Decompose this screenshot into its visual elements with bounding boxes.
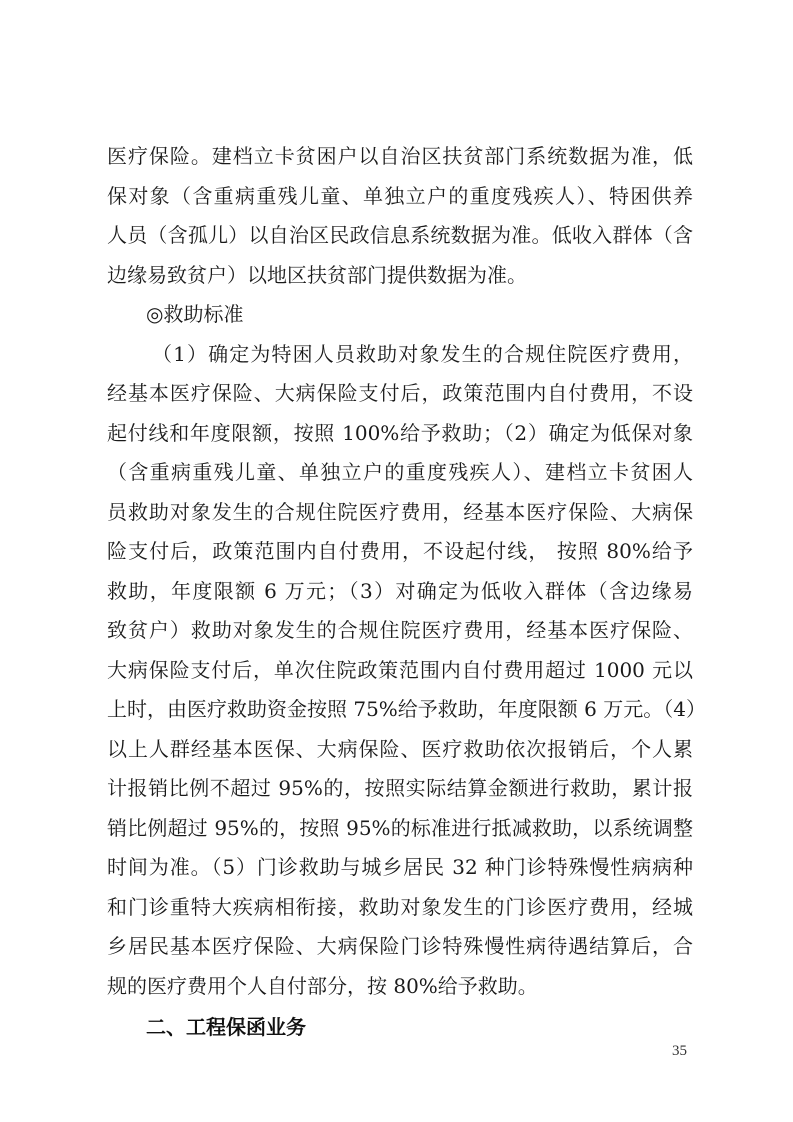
paragraph-line: 大病保险支付后，单次住院政策范围内自付费用超过 1000 元以 <box>107 657 693 682</box>
paragraph-line: 人员（含孤儿）以自治区民政信息系统数据为准。低收入群体（含 <box>107 223 693 247</box>
page-number: 35 <box>672 1043 687 1059</box>
paragraph-line: 规的医疗费用个人自付部分，按 80%给予救助。 <box>107 973 538 998</box>
paragraph-line: 和门诊重特大疾病相衔接，救助对象发生的门诊医疗费用，经城 <box>107 894 693 919</box>
paragraph-line: 员救助对象发生的合规住院医疗费用，经基本医疗保险、大病保 <box>107 499 693 524</box>
paragraph-line: 计报销比例不超过 95%的，按照实际结算金额进行救助，累计报 <box>107 776 693 800</box>
paragraph-line: 乡居民基本医疗保险、大病保险门诊特殊慢性病待遇结算后，合 <box>107 934 693 958</box>
paragraph-line: 以上人群经基本医保、大病保险、医疗救助依次报销后，个人累 <box>107 736 693 761</box>
paragraph-line: 险支付后，政策范围内自付费用，不设起付线， 按照 80%给予 <box>107 539 693 563</box>
paragraph-line: 保对象（含重病重残儿童、单独立户的重度残疾人）、特困供养 <box>107 183 693 208</box>
paragraph-line: 上时，由医疗救助资金按照 75%给予救助，年度限额 6 万元。（4） <box>107 697 706 721</box>
paragraph-line: 起付线和年度限额，按照 100%给予救助；（2）确定为低保对象 <box>107 420 693 445</box>
paragraph-line: 救助，年度限额 6 万元；（3）对确定为低收入群体（含边缘易 <box>107 578 693 603</box>
paragraph-line: 医疗保险。建档立卡贫困户以自治区扶贫部门系统数据为准，低 <box>107 144 693 168</box>
paragraph-line: （1）确定为特困人员救助对象发生的合规住院医疗费用， <box>152 341 693 366</box>
paragraph-line: （含重病重残儿童、单独立户的重度残疾人）、建档立卡贫困人 <box>107 460 693 484</box>
paragraph-line: 致贫户）救助对象发生的合规住院医疗费用，经基本医疗保险、 <box>107 618 693 642</box>
section-title: ◎救助标准 <box>146 302 244 326</box>
paragraph-line: 经基本医疗保险、大病保险支付后，政策范围内自付费用，不设 <box>107 381 693 405</box>
paragraph-line: 边缘易致贫户）以地区扶贫部门提供数据为准。 <box>107 262 527 287</box>
section-heading: 二、工程保函业务 <box>146 1015 306 1039</box>
paragraph-line: 销比例超过 95%的，按照 95%的标准进行抵减救助，以系统调整 <box>107 815 693 840</box>
paragraph-line: 时间为准。（5）门诊救助与城乡居民 32 种门诊特殊慢性病病种 <box>107 855 693 879</box>
